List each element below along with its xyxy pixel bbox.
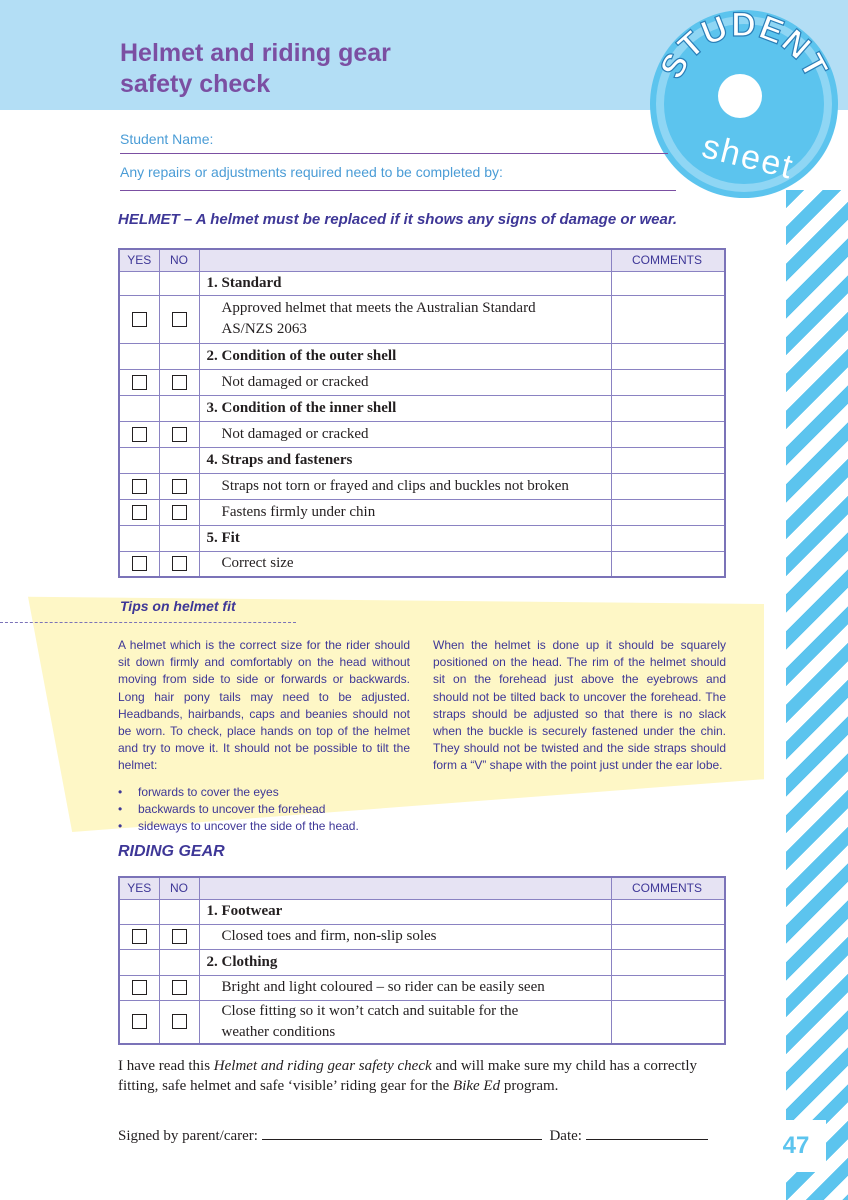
no-cell bbox=[159, 551, 199, 577]
page-number: 47 bbox=[766, 1120, 826, 1172]
item-column-header bbox=[199, 249, 611, 271]
tips-left-column bbox=[118, 637, 410, 835]
yes-cell bbox=[119, 295, 159, 343]
checklist-item-line: Not damaged or cracked bbox=[221, 373, 369, 390]
category-label: 3. Condition of the inner shell bbox=[199, 395, 611, 421]
no-cell bbox=[159, 447, 199, 473]
no-cell bbox=[159, 525, 199, 551]
no-cell bbox=[159, 473, 199, 499]
yes-checkbox[interactable] bbox=[132, 505, 147, 520]
category-label: 1. Standard bbox=[199, 271, 611, 295]
student-name-label: Student Name: bbox=[120, 131, 214, 147]
checklist-item-line: Correct size bbox=[221, 555, 294, 572]
title-line: Helmet and riding gear bbox=[120, 39, 391, 67]
category-label: 1. Footwear bbox=[199, 899, 611, 924]
declaration-text: program. bbox=[500, 1078, 559, 1094]
yes-cell bbox=[119, 975, 159, 1000]
date-label: Date: bbox=[549, 1128, 582, 1144]
comments-cell[interactable] bbox=[611, 421, 725, 447]
badge-top-text: STUDENT bbox=[652, 8, 836, 86]
no-checkbox[interactable] bbox=[172, 505, 187, 520]
table-header-row bbox=[119, 877, 725, 899]
category-row bbox=[119, 395, 725, 421]
signature-line[interactable] bbox=[262, 1128, 542, 1140]
comments-cell[interactable] bbox=[611, 499, 725, 525]
no-checkbox[interactable] bbox=[172, 556, 187, 571]
comments-cell[interactable] bbox=[611, 295, 725, 343]
category-row bbox=[119, 447, 725, 473]
no-cell bbox=[159, 949, 199, 975]
student-name-line[interactable] bbox=[120, 153, 668, 154]
yes-checkbox[interactable] bbox=[132, 427, 147, 442]
no-cell bbox=[159, 369, 199, 395]
yes-cell bbox=[119, 271, 159, 295]
yes-cell bbox=[119, 551, 159, 577]
tips-right-text: When the helmet is done up it should be squarely positioned on the head. The rim of the helmet should sit on the forehead just above the eyebrows and should not be tilted back to uncover the forehead. The straps should be adjusted so that there is no slack when the buckle is securely fastened under the chin. They should not be twisted and the side straps should form a “V” shape with the point just under the ear lobe. bbox=[433, 638, 726, 773]
comments-cell[interactable] bbox=[611, 447, 725, 473]
category-label: 5. Fit bbox=[199, 525, 611, 551]
yes-cell bbox=[119, 525, 159, 551]
checklist-item-text bbox=[199, 1000, 611, 1044]
checklist-item-text bbox=[199, 295, 611, 343]
no-cell bbox=[159, 924, 199, 949]
checklist-row bbox=[119, 369, 725, 395]
yes-cell bbox=[119, 447, 159, 473]
declaration-form-title: Helmet and riding gear safety check bbox=[213, 1058, 432, 1074]
comments-cell[interactable] bbox=[611, 1000, 725, 1044]
no-column-header: NO bbox=[159, 877, 199, 899]
checklist-row bbox=[119, 473, 725, 499]
yes-cell bbox=[119, 899, 159, 924]
student-sheet-badge bbox=[648, 8, 840, 200]
date-line[interactable] bbox=[586, 1128, 708, 1140]
checklist-item-text bbox=[199, 499, 611, 525]
no-cell bbox=[159, 295, 199, 343]
no-cell bbox=[159, 499, 199, 525]
declaration-text: I have read this bbox=[118, 1058, 214, 1074]
yes-cell bbox=[119, 473, 159, 499]
checklist-item-line: AS/NZS 2063 bbox=[221, 321, 307, 337]
checklist-item-line: weather conditions bbox=[221, 1023, 336, 1040]
tips-bullet: • forwards to cover the eyes bbox=[118, 784, 410, 801]
yes-checkbox[interactable] bbox=[132, 375, 147, 390]
category-row bbox=[119, 525, 725, 551]
comments-cell[interactable] bbox=[611, 949, 725, 975]
checklist-row bbox=[119, 499, 725, 525]
comments-cell[interactable] bbox=[611, 924, 725, 949]
tips-divider bbox=[0, 622, 296, 623]
yes-cell bbox=[119, 499, 159, 525]
table-header-row bbox=[119, 249, 725, 271]
checklist-row bbox=[119, 295, 725, 343]
item-column-header bbox=[199, 877, 611, 899]
tips-bullet: • backwards to uncover the forehead bbox=[118, 801, 410, 818]
yes-cell bbox=[119, 343, 159, 369]
category-label: 2. Clothing bbox=[199, 949, 611, 975]
no-cell bbox=[159, 343, 199, 369]
parent-declaration bbox=[118, 1056, 730, 1096]
checklist-item-line: Close fitting so it won’t catch and suitable for the bbox=[221, 1002, 519, 1019]
yes-column-header: YES bbox=[119, 249, 159, 271]
checklist-item-text bbox=[199, 924, 611, 949]
yes-checkbox[interactable] bbox=[132, 312, 147, 327]
checklist-item-line: Bright and light coloured – so rider can be easily seen bbox=[221, 979, 545, 995]
decorative-stripes bbox=[786, 190, 848, 1200]
checklist-item-line: Straps not torn or frayed and clips and buckles not broken bbox=[221, 477, 569, 494]
checklist-item-line: Approved helmet that meets the Australian Standard bbox=[221, 300, 536, 316]
yes-cell bbox=[119, 924, 159, 949]
comments-cell[interactable] bbox=[611, 551, 725, 577]
no-cell bbox=[159, 975, 199, 1000]
no-checkbox[interactable] bbox=[172, 1014, 187, 1029]
tips-right-column bbox=[433, 637, 726, 775]
badge-bottom-text: sheet bbox=[698, 127, 799, 187]
checklist-item-text bbox=[199, 473, 611, 499]
signature-row bbox=[118, 1128, 708, 1145]
no-checkbox[interactable] bbox=[172, 427, 187, 442]
no-checkbox[interactable] bbox=[172, 929, 187, 944]
yes-cell bbox=[119, 395, 159, 421]
category-row bbox=[119, 271, 725, 295]
comments-cell[interactable] bbox=[611, 975, 725, 1000]
comments-cell[interactable] bbox=[611, 395, 725, 421]
tips-bullet-list bbox=[118, 784, 410, 835]
no-column-header: NO bbox=[159, 249, 199, 271]
comments-cell[interactable] bbox=[611, 271, 725, 295]
checklist-row bbox=[119, 1000, 725, 1044]
tips-bullet: • sideways to uncover the side of the head. bbox=[118, 818, 410, 835]
repairs-label: Any repairs or adjustments required need to be completed by: bbox=[120, 164, 503, 180]
declaration-text: and will make sure my child has a correctly fitting, safe helmet and safe ‘visible’ riding gear for the bbox=[118, 1058, 697, 1094]
category-row bbox=[119, 899, 725, 924]
checklist-item-text bbox=[199, 421, 611, 447]
checklist-item-line: Closed toes and firm, non-slip soles bbox=[221, 928, 437, 944]
yes-checkbox[interactable] bbox=[132, 980, 147, 995]
signed-label: Signed by parent/carer: bbox=[118, 1128, 258, 1144]
yes-cell bbox=[119, 1000, 159, 1044]
checklist-item-line: Not damaged or cracked bbox=[221, 425, 369, 442]
no-cell bbox=[159, 395, 199, 421]
yes-cell bbox=[119, 949, 159, 975]
no-cell bbox=[159, 899, 199, 924]
declaration-program-name: Bike Ed bbox=[453, 1078, 501, 1094]
no-cell bbox=[159, 271, 199, 295]
checklist-item-line: Fastens firmly under chin bbox=[221, 503, 376, 520]
comments-cell[interactable] bbox=[611, 343, 725, 369]
helmet-checklist-table bbox=[118, 248, 726, 578]
category-row bbox=[119, 949, 725, 975]
title-line: safety check bbox=[120, 70, 271, 98]
comments-cell[interactable] bbox=[611, 525, 725, 551]
no-cell bbox=[159, 1000, 199, 1044]
no-checkbox[interactable] bbox=[172, 479, 187, 494]
no-checkbox[interactable] bbox=[172, 980, 187, 995]
repairs-line[interactable] bbox=[120, 190, 676, 191]
no-cell bbox=[159, 421, 199, 447]
tips-title: Tips on helmet fit bbox=[120, 598, 236, 614]
yes-checkbox[interactable] bbox=[132, 556, 147, 571]
comments-cell[interactable] bbox=[611, 369, 725, 395]
checklist-row bbox=[119, 924, 725, 949]
helmet-heading: HELMET – A helmet must be replaced if it shows any signs of damage or wear. bbox=[118, 211, 678, 228]
comments-column-header: COMMENTS bbox=[611, 249, 725, 271]
yes-cell bbox=[119, 421, 159, 447]
riding-gear-heading: RIDING GEAR bbox=[118, 843, 225, 860]
tips-left-text: A helmet which is the correct size for the rider should sit down firmly and comfortably on the head without moving from side to side or forwards or backwards. Long hair pony tails may need to be adjusted. Headbands, hairbands, caps and beanies should not be worn. To check, place hands on top of the helmet and try to move it. It should not be possible to tilt the helmet: bbox=[118, 638, 410, 773]
comments-cell[interactable] bbox=[611, 473, 725, 499]
no-checkbox[interactable] bbox=[172, 312, 187, 327]
yes-column-header: YES bbox=[119, 877, 159, 899]
no-checkbox[interactable] bbox=[172, 375, 187, 390]
checklist-row bbox=[119, 975, 725, 1000]
page-title bbox=[120, 38, 391, 100]
category-label: 4. Straps and fasteners bbox=[199, 447, 611, 473]
comments-cell[interactable] bbox=[611, 899, 725, 924]
checklist-item-text bbox=[199, 551, 611, 577]
category-label: 2. Condition of the outer shell bbox=[199, 343, 611, 369]
yes-checkbox[interactable] bbox=[132, 1014, 147, 1029]
checklist-item-text bbox=[199, 369, 611, 395]
yes-cell bbox=[119, 369, 159, 395]
checklist-row bbox=[119, 551, 725, 577]
yes-checkbox[interactable] bbox=[132, 479, 147, 494]
category-row bbox=[119, 343, 725, 369]
comments-column-header: COMMENTS bbox=[611, 877, 725, 899]
yes-checkbox[interactable] bbox=[132, 929, 147, 944]
checklist-row bbox=[119, 421, 725, 447]
riding-gear-checklist-table bbox=[118, 876, 726, 1045]
checklist-item-text bbox=[199, 975, 611, 1000]
